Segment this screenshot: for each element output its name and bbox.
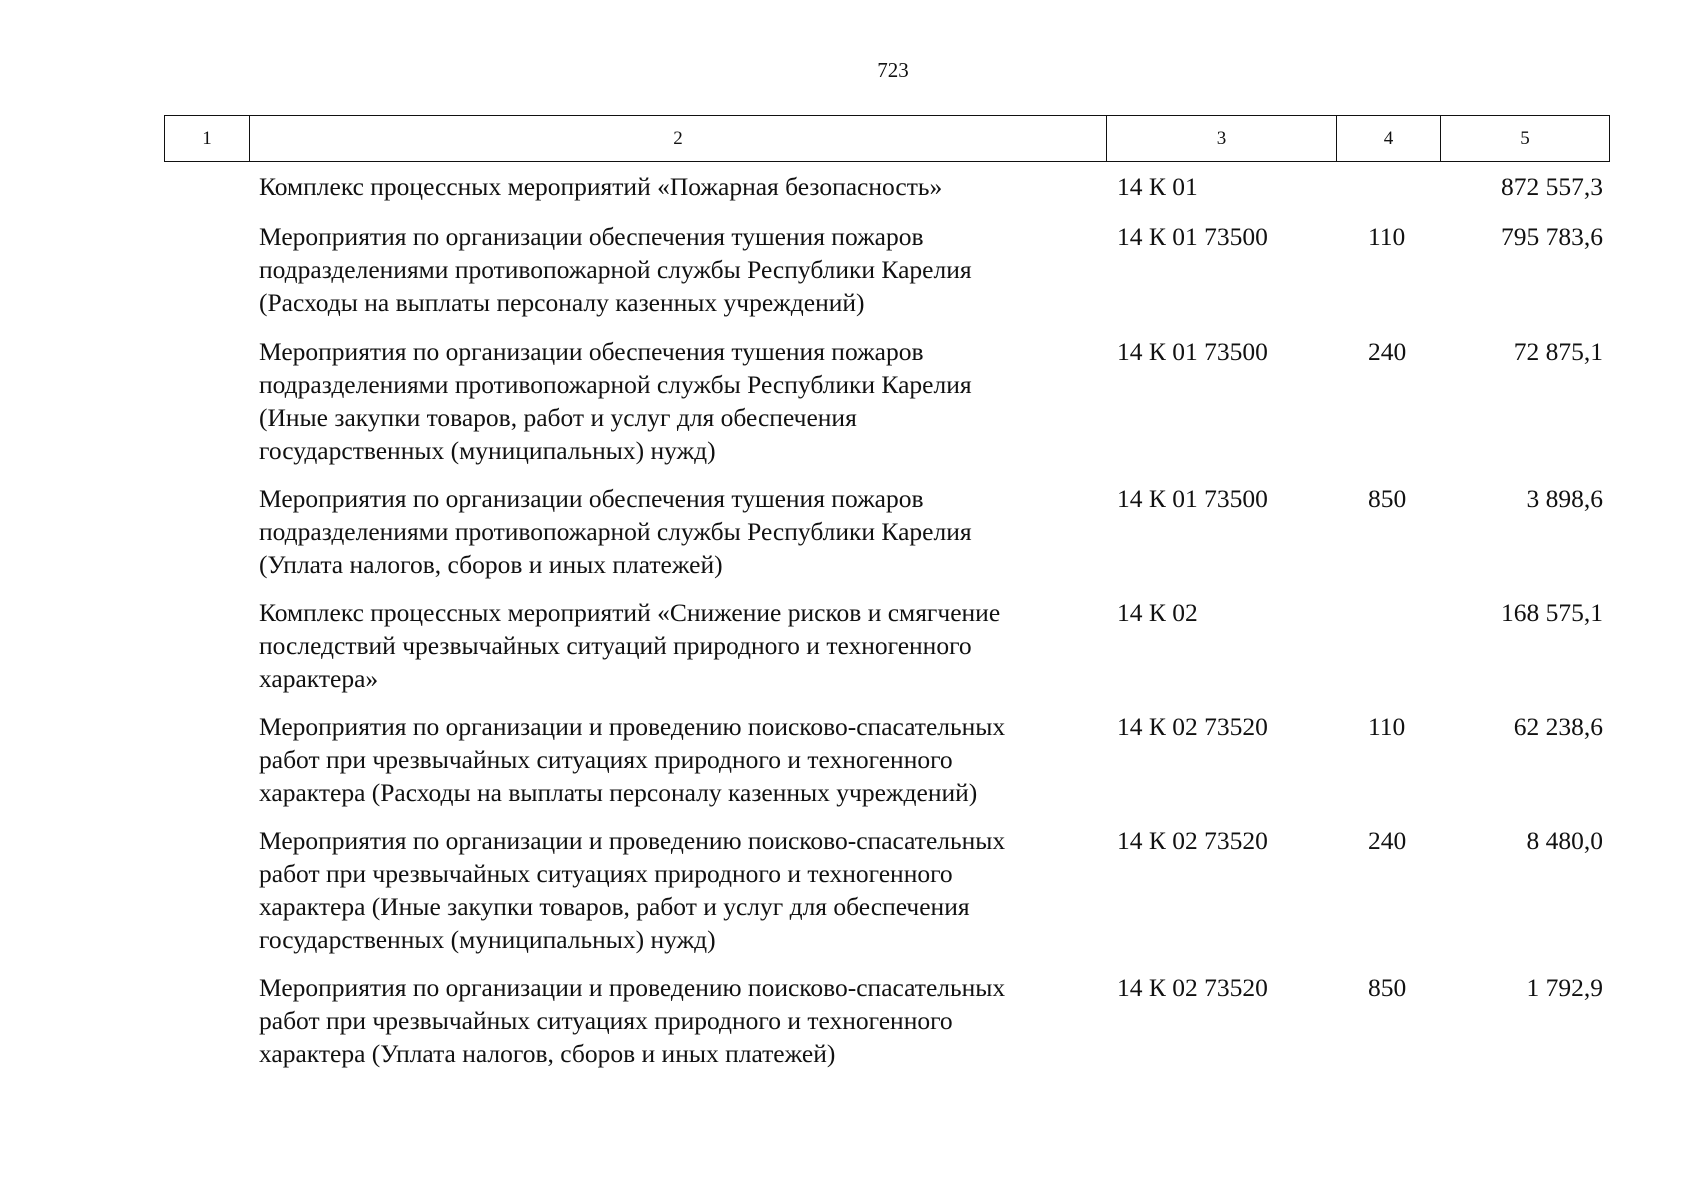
description-line: государственных (муниципальных) нужд) (259, 925, 716, 954)
description-line: подразделениями противопожарной службы Республики Карелия (259, 517, 972, 546)
header-col-1: 1 (165, 116, 250, 161)
header-col-3: 3 (1107, 116, 1337, 161)
row-amount: 8 480,0 (1526, 826, 1603, 855)
row-description (259, 335, 1109, 467)
row-amount: 1 792,9 (1526, 973, 1603, 1002)
row-type: 110 (1368, 712, 1406, 741)
row-amount: 62 238,6 (1513, 712, 1603, 741)
row-code: 14 К 02 73520 (1117, 826, 1268, 855)
description-line: подразделениями противопожарной службы Республики Карелия (259, 370, 972, 399)
row-amount: 872 557,3 (1501, 172, 1603, 201)
row-type: 850 (1368, 484, 1407, 513)
row-amount: 795 783,6 (1501, 222, 1603, 251)
row-code: 14 К 01 (1117, 172, 1198, 201)
description-line: (Иные закупки товаров, работ и услуг для обеспечения (259, 403, 857, 432)
row-code: 14 К 02 (1117, 598, 1198, 627)
description-line: характера (Иные закупки товаров, работ и услуг для обеспечения (259, 892, 970, 921)
row-code: 14 К 02 73520 (1117, 973, 1268, 1002)
row-type: 240 (1368, 337, 1407, 366)
description-line: Мероприятия по организации обеспечения тушения пожаров (259, 484, 924, 513)
page-number: 723 (877, 58, 909, 82)
row-description (259, 971, 1109, 1070)
description-line: подразделениями противопожарной службы Республики Карелия (259, 255, 972, 284)
row-amount: 72 875,1 (1513, 337, 1603, 366)
description-line: государственных (муниципальных) нужд) (259, 436, 716, 465)
description-line: Комплекс процессных мероприятий «Пожарная безопасность» (259, 172, 943, 201)
row-description (259, 710, 1109, 809)
row-code: 14 К 01 73500 (1117, 337, 1268, 366)
row-code: 14 К 01 73500 (1117, 484, 1268, 513)
description-line: Комплекс процессных мероприятий «Снижение рисков и смягчение (259, 598, 1001, 627)
description-line: характера» (259, 664, 379, 693)
description-line: Мероприятия по организации и проведению поисково-спасательных (259, 973, 1006, 1002)
table-header (164, 115, 1610, 162)
row-code: 14 К 02 73520 (1117, 712, 1268, 741)
description-line: характера (Расходы на выплаты персоналу казенных учреждений) (259, 778, 978, 807)
description-line: работ при чрезвычайных ситуациях природного и техногенного (259, 1006, 953, 1035)
row-amount: 3 898,6 (1526, 484, 1603, 513)
description-line: характера (Уплата налогов, сборов и иных платежей) (259, 1039, 836, 1068)
description-line: (Расходы на выплаты персоналу казенных учреждений) (259, 288, 865, 317)
description-line: работ при чрезвычайных ситуациях природного и техногенного (259, 745, 953, 774)
header-col-2: 2 (250, 116, 1107, 161)
row-code: 14 К 01 73500 (1117, 222, 1268, 251)
row-description (259, 220, 1109, 319)
row-description (259, 482, 1109, 581)
description-line: Мероприятия по организации обеспечения тушения пожаров (259, 337, 924, 366)
description-line: (Уплата налогов, сборов и иных платежей) (259, 550, 723, 579)
description-line: Мероприятия по организации обеспечения тушения пожаров (259, 222, 924, 251)
header-col-4: 4 (1337, 116, 1441, 161)
row-type: 850 (1368, 973, 1407, 1002)
description-line: Мероприятия по организации и проведению поисково-спасательных (259, 826, 1006, 855)
row-description (259, 596, 1109, 695)
header-col-5: 5 (1520, 127, 1530, 149)
row-description (259, 170, 1109, 203)
row-type: 110 (1368, 222, 1406, 251)
row-description (259, 824, 1109, 956)
description-line: работ при чрезвычайных ситуациях природного и техногенного (259, 859, 953, 888)
row-amount: 168 575,1 (1501, 598, 1603, 627)
description-line: Мероприятия по организации и проведению поисково-спасательных (259, 712, 1006, 741)
description-line: последствий чрезвычайных ситуаций природного и техногенного (259, 631, 972, 660)
row-type: 240 (1368, 826, 1407, 855)
